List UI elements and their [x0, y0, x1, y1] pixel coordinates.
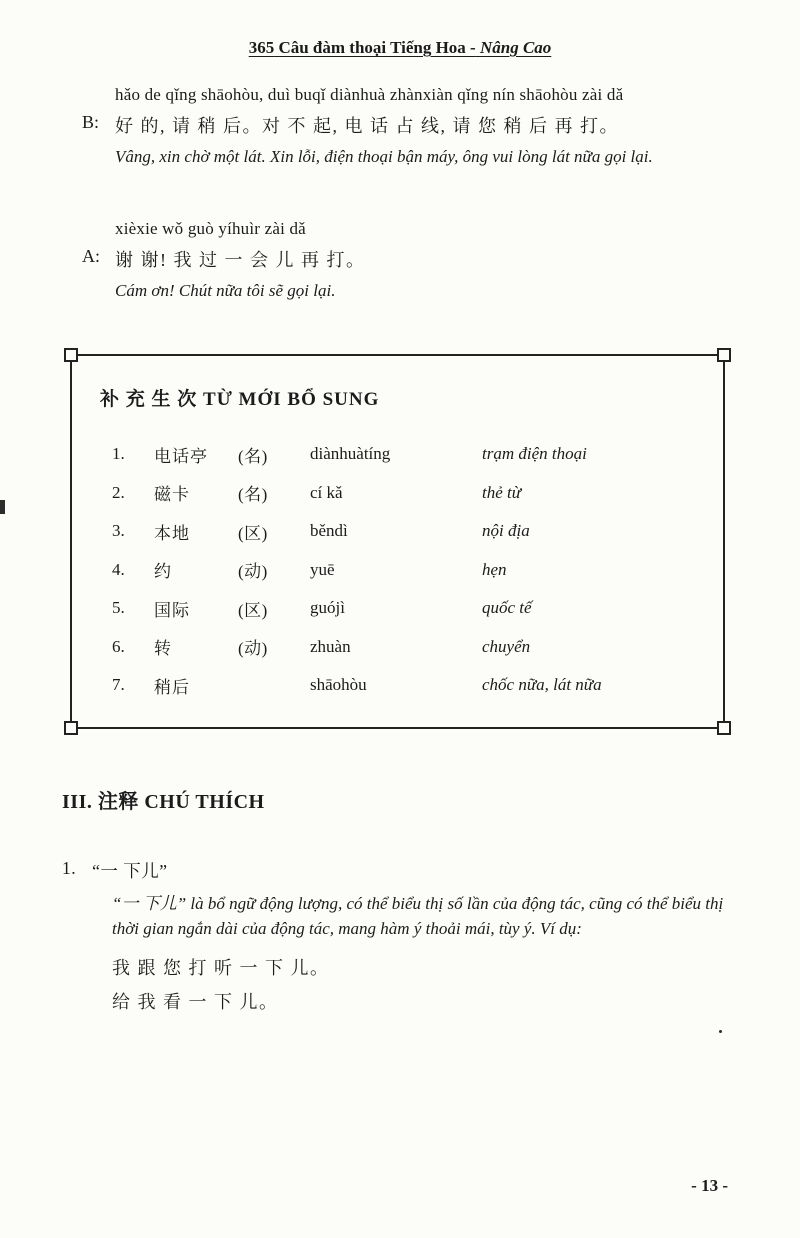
- vocab-meaning: nội địa: [482, 521, 530, 541]
- header-book-number: 365: [248, 38, 275, 57]
- vocab-pinyin: shāohòu: [310, 675, 367, 695]
- page-number: - 13 -: [691, 1176, 728, 1195]
- vocab-hanzi: 稍后: [154, 677, 190, 697]
- vocab-number: 1.: [112, 444, 125, 464]
- vocab-box: [70, 354, 725, 729]
- vocab-meaning: thẻ từ: [482, 482, 522, 502]
- header-title: Câu đàm thoại Tiếng Hoa -: [278, 38, 476, 57]
- vocab-meaning: trạm điện thoại: [482, 444, 587, 464]
- vocab-hanzi: 国际: [154, 600, 190, 620]
- speaker-label: A:: [82, 246, 100, 266]
- vocab-hanzi: 电话亭: [154, 446, 208, 466]
- speaker-label: B:: [82, 112, 100, 132]
- pinyin-line: xièxie wǒ guò yíhuìr zài dǎ: [115, 219, 306, 238]
- dialogue-line-b: [82, 82, 740, 170]
- vocab-number: 7.: [112, 675, 125, 695]
- note-example: 我 跟 您 打 听 一 下 儿。: [112, 957, 330, 978]
- note-item-head: [62, 858, 800, 883]
- corner-ornament-bottom-right: [717, 721, 731, 735]
- note-example: 给 我 看 一 下 儿。: [112, 991, 279, 1012]
- page-header: [0, 38, 800, 58]
- vocab-title-chinese: 补 充 生 次: [100, 389, 198, 410]
- vocab-part-of-speech: (名): [238, 485, 268, 505]
- vocab-pinyin: guójì: [310, 598, 345, 618]
- note-item-number: 1.: [62, 857, 77, 878]
- vocab-number: 4.: [112, 559, 125, 579]
- corner-ornament-bottom-left: [64, 721, 78, 735]
- vocab-meaning: chốc nữa, lát nữa: [482, 675, 602, 695]
- vocab-part-of-speech: (区): [238, 600, 268, 620]
- note-body: “一 下儿” là bổ ngữ động lượng, có thể biểu thị số lần của động tác, cũng có thể biểu thị thời gian ngắn dài của động tác, mang hàm ý thoải mái, tùy ý. Ví dụ:: [112, 893, 724, 938]
- hanzi-row: [82, 245, 740, 275]
- notes-section-heading: III. 注释 CHÚ THÍCH: [62, 790, 265, 813]
- vietnamese-translation: Vâng, xin chờ một lát. Xin lỗi, điện thoại bận máy, ông vui lòng lát nữa gọi lại.: [115, 147, 653, 166]
- vocab-meaning: quốc tế: [482, 598, 532, 618]
- vocab-pinyin: diànhuàtíng: [310, 444, 391, 464]
- vocab-hanzi: 转: [154, 639, 172, 659]
- hanzi-line: 谢 谢! 我 过 一 会 儿 再 打。: [115, 250, 366, 270]
- vocab-number: 3.: [112, 521, 125, 541]
- note-term: “一 下儿”: [92, 860, 168, 881]
- vocab-number: 2.: [112, 482, 125, 502]
- vocab-row: [72, 474, 723, 513]
- vocab-part-of-speech: (动): [238, 639, 268, 659]
- vocab-row: [72, 666, 723, 705]
- vocab-part-of-speech: (动): [238, 562, 268, 582]
- hanzi-line: 好 的, 请 稍 后。对 不 起, 电 话 占 线, 请 您 稍 后 再 打。: [115, 116, 619, 136]
- dialogue-line-a: [82, 216, 740, 304]
- vocab-row: [72, 589, 723, 628]
- corner-ornament-top-right: [717, 348, 731, 362]
- pinyin-line: hǎo de qǐng shāohòu, duì buqǐ diànhuà zhànxiàn qǐng nín shāohòu zài dǎ: [115, 85, 624, 104]
- vocab-pinyin: cí kǎ: [310, 482, 343, 502]
- vocab-meaning: hẹn: [482, 559, 507, 579]
- vocab-row: [72, 551, 723, 590]
- vocab-table: [72, 435, 723, 705]
- vocab-hanzi: 约: [154, 562, 172, 582]
- vocab-row: [72, 435, 723, 474]
- vocab-row: [72, 628, 723, 667]
- vocab-meaning: chuyển: [482, 636, 531, 656]
- header-title-italic: Nâng Cao: [479, 38, 552, 57]
- scan-speck: [0, 500, 5, 514]
- corner-ornament-top-left: [64, 348, 78, 362]
- vocab-pinyin: běndì: [310, 521, 348, 541]
- hanzi-row: [82, 111, 740, 141]
- vocab-number: 6.: [112, 636, 125, 656]
- vocab-hanzi: 磁卡: [154, 485, 190, 505]
- vocab-hanzi: 本地: [154, 523, 190, 543]
- vocab-section-title: [100, 384, 723, 411]
- vocab-part-of-speech: (区): [238, 523, 268, 543]
- vocab-title-vietnamese: TỪ MỚI BỔ SUNG: [203, 389, 380, 410]
- header-underline: [249, 38, 552, 57]
- vocab-pinyin: yuē: [310, 559, 335, 579]
- vocab-number: 5.: [112, 598, 125, 618]
- vocab-part-of-speech: (名): [238, 446, 268, 466]
- scan-speck: [719, 1030, 722, 1033]
- vocab-row: [72, 512, 723, 551]
- vietnamese-translation: Cám ơn! Chút nữa tôi sẽ gọi lại.: [115, 281, 336, 300]
- note-examples: [112, 951, 800, 1019]
- vocab-pinyin: zhuàn: [310, 636, 351, 656]
